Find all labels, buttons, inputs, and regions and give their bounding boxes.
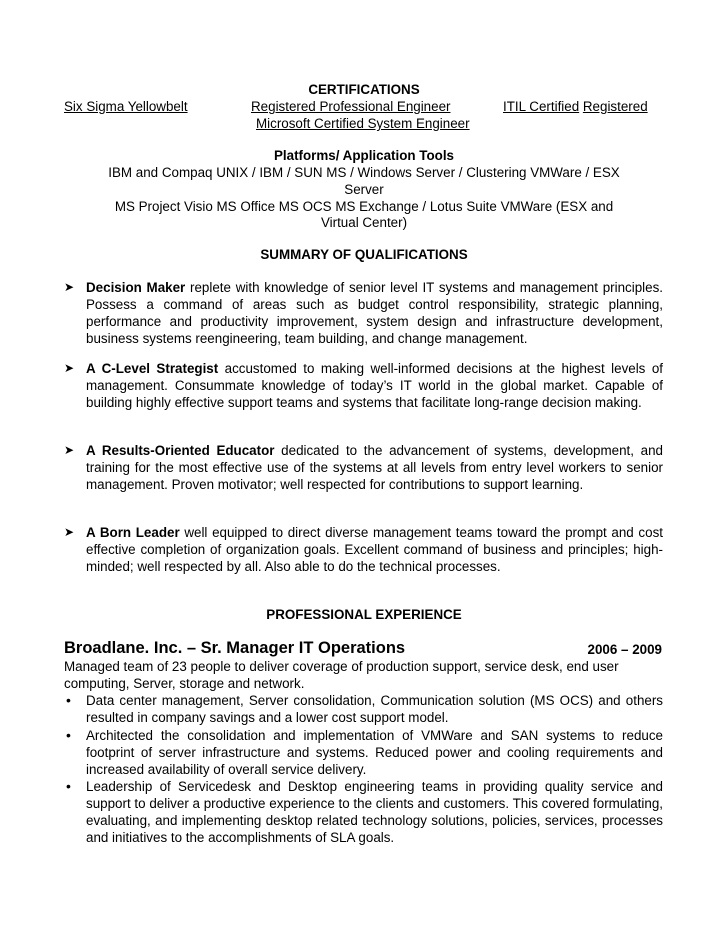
- platforms-line-2b: Virtual Center): [320, 215, 408, 230]
- summary-item: [86, 360, 663, 411]
- summary-item-title: Decision Maker: [86, 280, 186, 295]
- platforms-heading: Platforms/ Application Tools: [273, 148, 455, 163]
- platforms-line-1b: Server: [344, 182, 384, 197]
- bullet-dot-icon: •: [66, 778, 71, 794]
- summary-item-text: well equipped to direct diverse management teams toward the prompt and cost effective completion of organization goals. Excellent command of business and principles; high-minded; well respected by all. Also able to do the technical processes.: [86, 525, 663, 574]
- job-bullet: Leadership of Servicedesk and Desktop engineering teams in providing quality service and support to deliver a productive experience to the clients and customers. This covered formulating, evaluating, and implementing desktop related technology solutions, policies, services, processes and initiatives to the accomplishments of SLA goals.: [86, 779, 663, 845]
- cert-mcse: Microsoft Certified System Engineer: [256, 116, 470, 131]
- experience-heading: PROFESSIONAL EXPERIENCE: [266, 607, 462, 622]
- summary-item-text: dedicated to the advancement of systems, development, and training for the most effective use of the systems at all levels from entry level workers to senior management. Proven motivator; well respected for contributions to support learning.: [86, 443, 663, 492]
- arrow-bullet-icon: ➤: [64, 443, 75, 457]
- cert-six-sigma: Six Sigma Yellowbelt: [64, 99, 188, 114]
- job-bullet: Data center management, Server consolidation, Communication solution (MS OCS) and others resulted in company savings and a lower cost support model.: [86, 693, 663, 725]
- platforms-line-2: MS Project Visio MS Office MS OCS MS Exchange / Lotus Suite VMWare (ESX and: [114, 199, 614, 214]
- summary-item: [86, 442, 663, 493]
- summary-item-text: replete with knowledge of senior level IT systems and management principles. Possess a command of areas such as budget control responsibility, strategic planning, performance and productivity improvement, system design and infrastructure development, business systems reengineering, team building, and change management.: [86, 280, 663, 346]
- cert-itil-certified: ITIL Certified: [503, 99, 580, 114]
- summary-item: [86, 279, 663, 347]
- summary-heading: SUMMARY OF QUALIFICATIONS: [260, 247, 468, 262]
- arrow-bullet-icon: ➤: [64, 525, 75, 539]
- job-intro: Managed team of 23 people to deliver coverage of production support, service desk, end user computing, Server, storage and network.: [64, 659, 619, 691]
- platforms-line-1: IBM and Compaq UNIX / IBM / SUN MS / Windows Server / Clustering VMWare / ESX: [108, 165, 620, 180]
- cert-itil: [503, 98, 648, 115]
- arrow-bullet-icon: ➤: [64, 361, 75, 375]
- summary-item: [86, 524, 663, 575]
- arrow-bullet-icon: ➤: [64, 280, 75, 294]
- cert-professional-engineer: Registered Professional Engineer: [251, 99, 451, 114]
- job-bullet: Architected the consolidation and implementation of VMWare and SAN systems to reduce footprint of server infrastructure and systems. Reduced power and cooling requirements and increased availability of overall service delivery.: [86, 728, 663, 777]
- certifications-heading: CERTIFICATIONS: [308, 82, 420, 97]
- bullet-dot-icon: •: [66, 727, 71, 743]
- bullet-dot-icon: •: [66, 692, 71, 708]
- job-dates: 2006 – 2009: [587, 642, 662, 657]
- summary-item-text: accustomed to making well-informed decisions at the highest levels of management. Consummate knowledge of today’s IT world in the global market. Capable of building highly effective support teams and systems that facilitate long-range decision making.: [86, 361, 663, 410]
- job-title: Broadlane. Inc. – Sr. Manager IT Operations: [64, 639, 406, 657]
- summary-item-title: A Born Leader: [86, 525, 180, 540]
- cert-itil-registered: Registered: [582, 99, 648, 114]
- summary-item-title: A Results-Oriented Educator: [86, 443, 275, 458]
- summary-item-title: A C-Level Strategist: [86, 361, 219, 376]
